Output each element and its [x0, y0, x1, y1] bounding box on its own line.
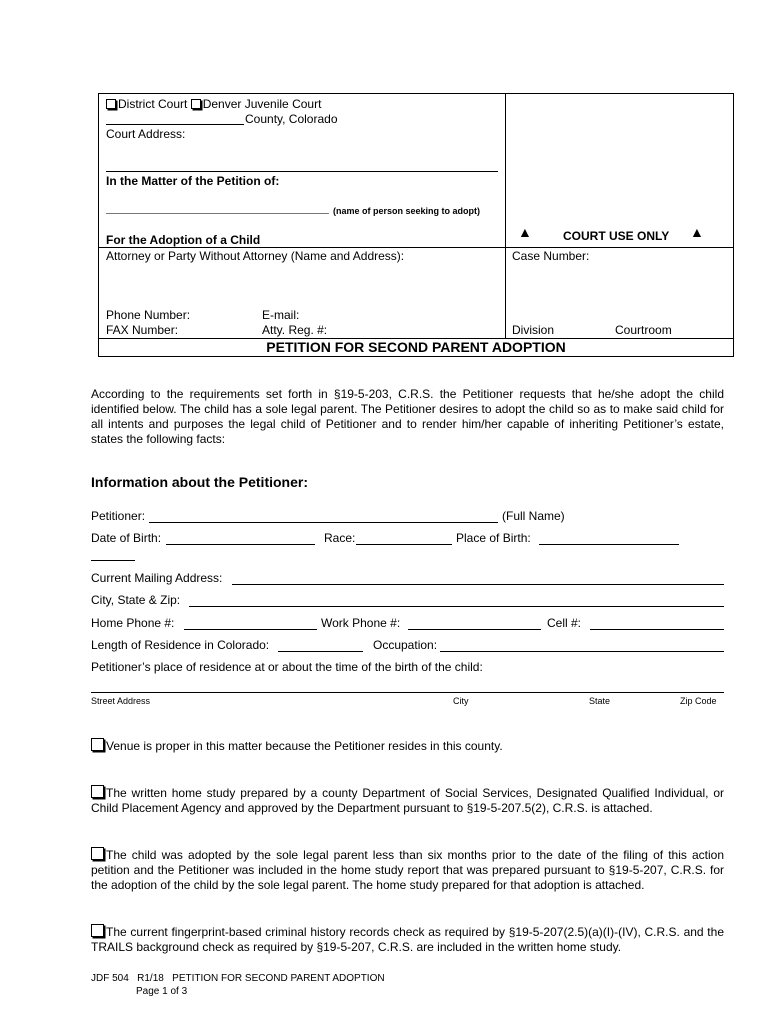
county-field-line[interactable] [106, 124, 244, 125]
cell-field[interactable] [590, 629, 724, 630]
home-study-statement [91, 785, 724, 816]
name-hint: (name of person seeking to adopt) [333, 206, 481, 216]
cell-label: Cell #: [547, 616, 584, 630]
venue-text: Venue is proper in this matter because the Petitioner resides in this county. [106, 739, 503, 753]
place-of-birth-field[interactable] [539, 544, 679, 545]
venue-checkbox[interactable] [91, 738, 104, 751]
place-of-birth-field-continued[interactable] [91, 560, 135, 561]
race-field[interactable] [356, 544, 452, 545]
intro-paragraph: According to the requirements set forth in §19-5-203, C.R.S. the Petitioner requests that he/she adopt the child identified below. The child has a sole legal parent. The Petitioner desires to adopt the child so as to make said child for all intents and purposes the legal child of Petitioner and to render him/her capable of inheriting Petitioner’s estate, states the following facts: [91, 387, 724, 446]
mailing-address-label: Current Mailing Address: [91, 571, 225, 585]
venue-statement [91, 738, 724, 754]
mailing-address-field[interactable] [232, 584, 724, 585]
triangle-left-icon: ▲ [518, 224, 532, 240]
division-label: Division [512, 323, 555, 337]
court-address-label: Court Address: [106, 127, 186, 141]
fingerprint-checkbox[interactable] [91, 924, 104, 937]
fingerprint-text: The current fingerprint-based criminal history records check as required by §19-5-207(2.5)(a)(I)-(IV), C.R.S. and the TRAILS background check as required by §19-5-207, C.R.S. are included in the written home study. [91, 925, 724, 954]
race-label: Race: [324, 531, 358, 545]
city-state-zip-field[interactable] [189, 606, 724, 607]
county-label: County, Colorado [245, 112, 338, 126]
district-court-label: District Court [118, 97, 188, 111]
street-address-caption: Street Address [91, 696, 151, 706]
prior-adoption-text: The child was adopted by the sole legal parent less than six months prior to the date of the filing of this action petition and the Petitioner was included in the home study report that was prepared pursuant to §19-5-207, C.R.S. for the adoption of the child by the sole legal parent. The home study prepared for that adoption is attached. [91, 848, 724, 892]
caption-divider-1 [98, 247, 734, 248]
triangle-right-icon: ▲ [690, 224, 704, 240]
occupation-label: Occupation: [373, 638, 440, 652]
attorney-label: Attorney or Party Without Attorney (Name and Address): [106, 249, 405, 263]
residence-length-field[interactable] [278, 651, 363, 652]
home-phone-label: Home Phone #: [91, 616, 177, 630]
matter-of-petition-label: In the Matter of the Petition of: [106, 174, 280, 188]
prior-adoption-checkbox[interactable] [91, 847, 104, 860]
court-use-only-label: COURT USE ONLY [563, 229, 670, 243]
dob-label: Date of Birth: [91, 531, 164, 545]
form-title: PETITION FOR SECOND PARENT ADOPTION [266, 339, 566, 355]
petitioner-name-line[interactable] [106, 213, 329, 214]
case-number-label: Case Number: [512, 249, 590, 263]
court-address-line[interactable] [106, 171, 498, 172]
residence-length-label: Length of Residence in Colorado: [91, 638, 272, 652]
denver-juvenile-court-checkbox[interactable] [191, 99, 201, 109]
email-label: E-mail: [262, 308, 300, 322]
residence-at-birth-label: Petitioner’s place of residence at or about the time of the birth of the child: [91, 660, 486, 674]
caption-box [98, 93, 734, 357]
city-state-zip-label: City, State & Zip: [91, 593, 183, 607]
footer-form-id: JDF 504 R1/18 PETITION FOR SECOND PARENT ADOPTION [91, 973, 385, 984]
adoption-of-child-label: For the Adoption of a Child [106, 233, 261, 247]
home-phone-field[interactable] [184, 629, 317, 630]
footer-page-number: Page 1 of 3 [136, 986, 188, 997]
place-of-birth-label: Place of Birth: [456, 531, 534, 545]
residence-at-birth-field[interactable] [91, 692, 724, 693]
petitioner-name-field[interactable] [149, 522, 498, 523]
home-study-checkbox[interactable] [91, 785, 104, 798]
prior-adoption-statement [91, 847, 724, 893]
home-study-text: The written home study prepared by a county Department of Social Services, Designated Qualified Individual, or Child Placement Agency and approved by the Department pursuant to §19-5-207.5(2), C.R.S. is attached. [91, 786, 724, 815]
petitioner-section-heading: Information about the Petitioner: [91, 474, 308, 490]
court-selector [106, 97, 321, 111]
fax-number-label: FAX Number: [106, 323, 179, 337]
city-caption: City [453, 696, 469, 706]
atty-reg-label: Atty. Reg. #: [262, 323, 328, 337]
district-court-checkbox[interactable] [106, 99, 116, 109]
fingerprint-statement [91, 924, 724, 955]
dob-field[interactable] [166, 544, 315, 545]
state-caption: State [589, 696, 611, 706]
work-phone-label: Work Phone #: [321, 616, 403, 630]
occupation-field[interactable] [440, 651, 724, 652]
phone-number-label: Phone Number: [106, 308, 191, 322]
work-phone-field[interactable] [408, 629, 541, 630]
denver-juvenile-court-label: Denver Juvenile Court [202, 97, 322, 111]
zip-code-caption: Zip Code [680, 696, 717, 706]
courtroom-label: Courtroom [615, 323, 672, 337]
full-name-label: (Full Name) [502, 509, 568, 523]
petitioner-label: Petitioner: [91, 509, 148, 523]
caption-vertical-divider [505, 93, 506, 339]
